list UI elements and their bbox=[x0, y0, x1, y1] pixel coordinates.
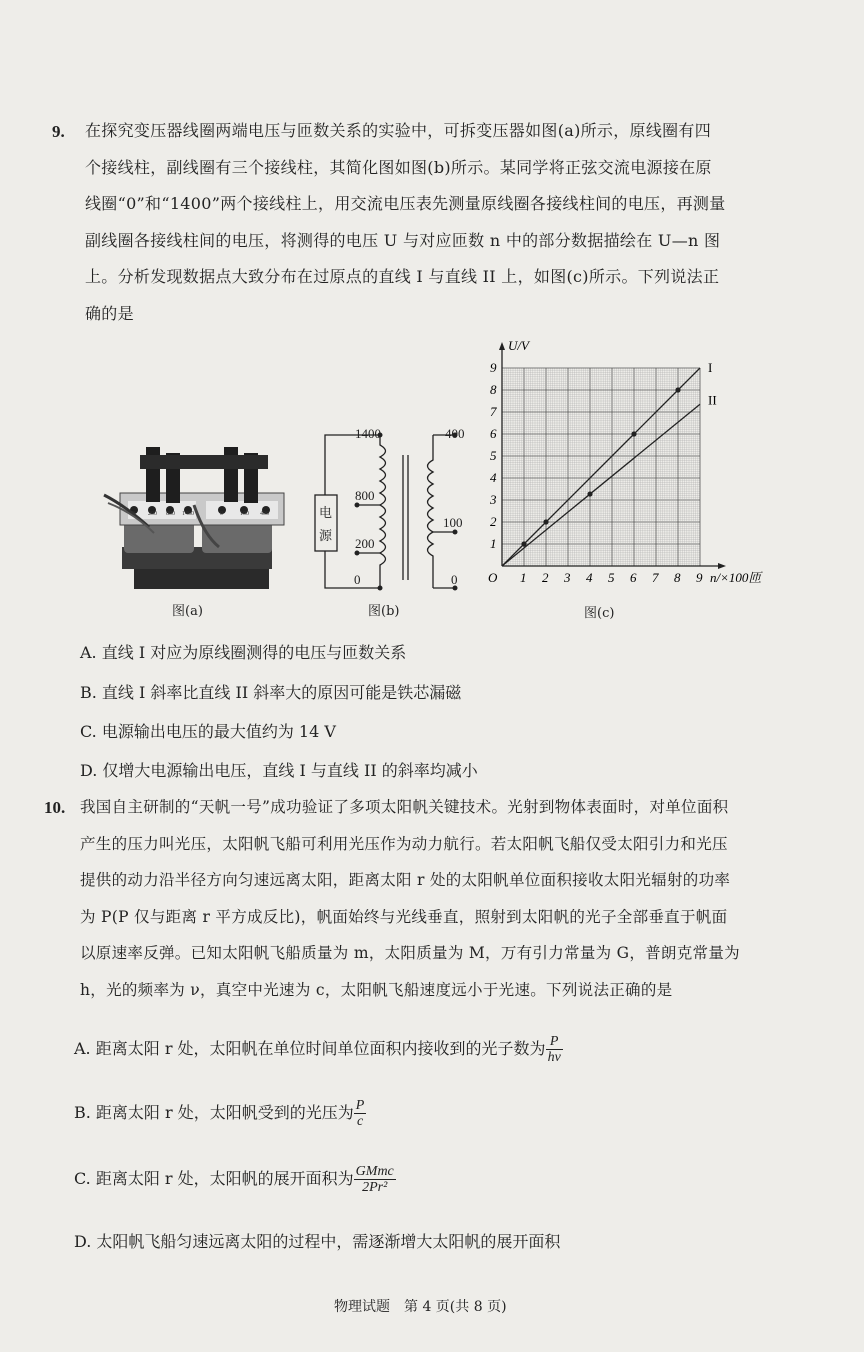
x-axis-arrow bbox=[718, 563, 726, 569]
photo-tap-label: 1400 bbox=[182, 511, 194, 517]
question-9-number: 9. bbox=[52, 122, 65, 141]
x-tick-label: 7 bbox=[652, 570, 659, 585]
y-tick-label: 2 bbox=[490, 514, 497, 529]
y-tick-label: 9 bbox=[490, 360, 497, 375]
text-line: 确的是 bbox=[85, 303, 134, 323]
q10-option-d: D. 太阳帆飞船匀速远离太阳的过程中，需逐渐增大太阳帆的展开面积 bbox=[74, 1232, 561, 1251]
fraction: $\frac{\text{GMmc}}{\text{2Pr²}}$ bbox=[355, 1164, 394, 1195]
text-line: 线圈“0”和“1400”两个接线柱上，用交流电压表先测量原线圈各接线柱间的电压，再测量 bbox=[85, 194, 726, 213]
origin-label: O bbox=[488, 570, 498, 585]
tap-label-0-primary: 0 bbox=[354, 572, 361, 587]
figure-c-caption: 图(c) bbox=[584, 606, 615, 621]
figure-a-transformer-photo bbox=[94, 435, 290, 595]
tap-label-0-secondary: 0 bbox=[451, 572, 458, 587]
q10-option-a-text: A. 距离太阳 r 处，太阳帆在单位时间单位面积内接收到的光子数为 bbox=[74, 1039, 546, 1058]
fraction: $\frac{P}{h\nu}$ bbox=[547, 1034, 561, 1065]
data-point bbox=[587, 491, 592, 496]
x-tick-label: 6 bbox=[630, 570, 637, 585]
q9-option-d: D. 仅增大电源输出电压，直线 I 与直线 II 的斜率均减小 bbox=[80, 761, 478, 780]
question-10-stem bbox=[80, 789, 740, 1008]
text-line: 我国自主研制的“天帆一号”成功验证了多项太阳帆关键技术。光射到物体表面时，对单位面积 bbox=[80, 798, 729, 816]
photo-tap-label: 800 bbox=[166, 511, 175, 517]
tap-label-1400: 1400 bbox=[355, 426, 381, 441]
x-tick-label: 2 bbox=[542, 570, 549, 585]
q9-option-a: A. 直线 I 对应为原线圈测得的电压与匝数关系 bbox=[80, 643, 407, 662]
fraction: $\frac{P}{c}$ bbox=[355, 1098, 365, 1129]
x-tick-label: 1 bbox=[520, 570, 527, 585]
data-point bbox=[675, 387, 680, 392]
q10-option-c-text: C. 距离太阳 r 处，太阳帆的展开面积为 bbox=[74, 1169, 354, 1188]
series-label-II: II bbox=[708, 392, 717, 408]
photo-tap-label: 400 bbox=[260, 511, 269, 517]
text-line: 为 P(P 仅与距离 r 平方成反比)，帆面始终与光线垂直，照射到太阳帆的光子全部垂直于帆面 bbox=[80, 907, 728, 926]
text-line: 副线圈各接线柱间的电压，将测得的电压 U 与对应匝数 n 中的部分数据描绘在 U—n 图 bbox=[85, 230, 721, 250]
x-tick-label: 3 bbox=[564, 570, 571, 585]
question-9-stem bbox=[85, 113, 726, 332]
y-tick-label: 6 bbox=[490, 426, 497, 441]
y-axis-label: U/V bbox=[508, 338, 529, 353]
y-tick-label: 7 bbox=[490, 404, 497, 419]
figure-b-caption: 图(b) bbox=[368, 604, 400, 619]
x-tick-label: 9 bbox=[696, 570, 703, 585]
y-tick-label: 1 bbox=[490, 536, 497, 551]
question-10-number: 10. bbox=[44, 798, 66, 817]
text-line: h，光的频率为 ν，真空中光速为 c，太阳帆飞船速度远小于光速。下列说法正确的是 bbox=[80, 980, 673, 999]
q9-option-c: C. 电源输出电压的最大值约为 14 V bbox=[80, 722, 336, 741]
y-tick-label: 8 bbox=[490, 382, 497, 397]
y-tick-label: 3 bbox=[490, 492, 497, 507]
text-line: 上。分析发现数据点大致分布在过原点的直线 I 与直线 II 上，如图(c)所示。下列说法正 bbox=[85, 267, 720, 286]
series-label-I: I bbox=[708, 360, 713, 375]
q9-option-b: B. 直线 I 斜率比直线 II 斜率大的原因可能是铁芯漏磁 bbox=[80, 683, 462, 702]
data-point bbox=[543, 519, 548, 524]
photo-tap-label: 200 bbox=[148, 511, 157, 517]
q10-option-c bbox=[74, 1164, 396, 1195]
photo-tap-label: 0 bbox=[220, 511, 223, 517]
q10-option-b-text: B. 距离太阳 r 处，太阳帆受到的光压为 bbox=[74, 1103, 354, 1122]
x-tick-label: 4 bbox=[586, 570, 593, 585]
data-point bbox=[631, 431, 636, 436]
text-line: 以原速率反弹。已知太阳帆飞船质量为 m，太阳质量为 M，万有引力常量为 G，普朗克常量为 bbox=[80, 944, 740, 962]
page-footer: 物理试题 第 4 页(共 8 页) bbox=[334, 1299, 507, 1315]
figure-a-caption: 图(a) bbox=[172, 604, 203, 619]
x-axis-label: n/×100匝 bbox=[710, 570, 762, 585]
photo-tap-label: 100 bbox=[240, 511, 249, 517]
tap-label-200: 200 bbox=[355, 536, 375, 551]
text-line: 在探究变压器线圈两端电压与匝数关系的实验中，可拆变压器如图(a)所示，原线圈有四 bbox=[85, 121, 712, 140]
x-tick-label: 8 bbox=[674, 570, 681, 585]
photo-tap-label: 0 bbox=[132, 511, 135, 517]
x-tick-label: 5 bbox=[608, 570, 615, 585]
figure-c-chart bbox=[480, 338, 780, 602]
source-label: 电 bbox=[319, 505, 333, 520]
y-tick-label: 4 bbox=[490, 470, 497, 485]
text-line: 产生的压力叫光压，太阳帆飞船可利用光压作为动力航行。若太阳帆飞船仅受太阳引力和光压 bbox=[80, 834, 728, 853]
source-label: 源 bbox=[319, 528, 333, 543]
y-axis-arrow bbox=[499, 342, 505, 350]
figure-b-schematic bbox=[305, 420, 485, 595]
tap-label-400: 400 bbox=[445, 426, 465, 441]
text-line: 个接线柱，副线圈有三个接线柱，其简化图如图(b)所示。某同学将正弦交流电源接在原 bbox=[85, 157, 712, 177]
y-tick-label: 5 bbox=[490, 448, 497, 463]
q10-option-a bbox=[74, 1034, 563, 1065]
tap-label-100: 100 bbox=[443, 515, 463, 530]
tap-label-800: 800 bbox=[355, 488, 375, 503]
text-line: 提供的动力沿半径方向匀速远离太阳，距离太阳 r 处的太阳帆单位面积接收太阳光辐射的功率 bbox=[80, 871, 731, 889]
q10-option-b bbox=[74, 1098, 366, 1129]
